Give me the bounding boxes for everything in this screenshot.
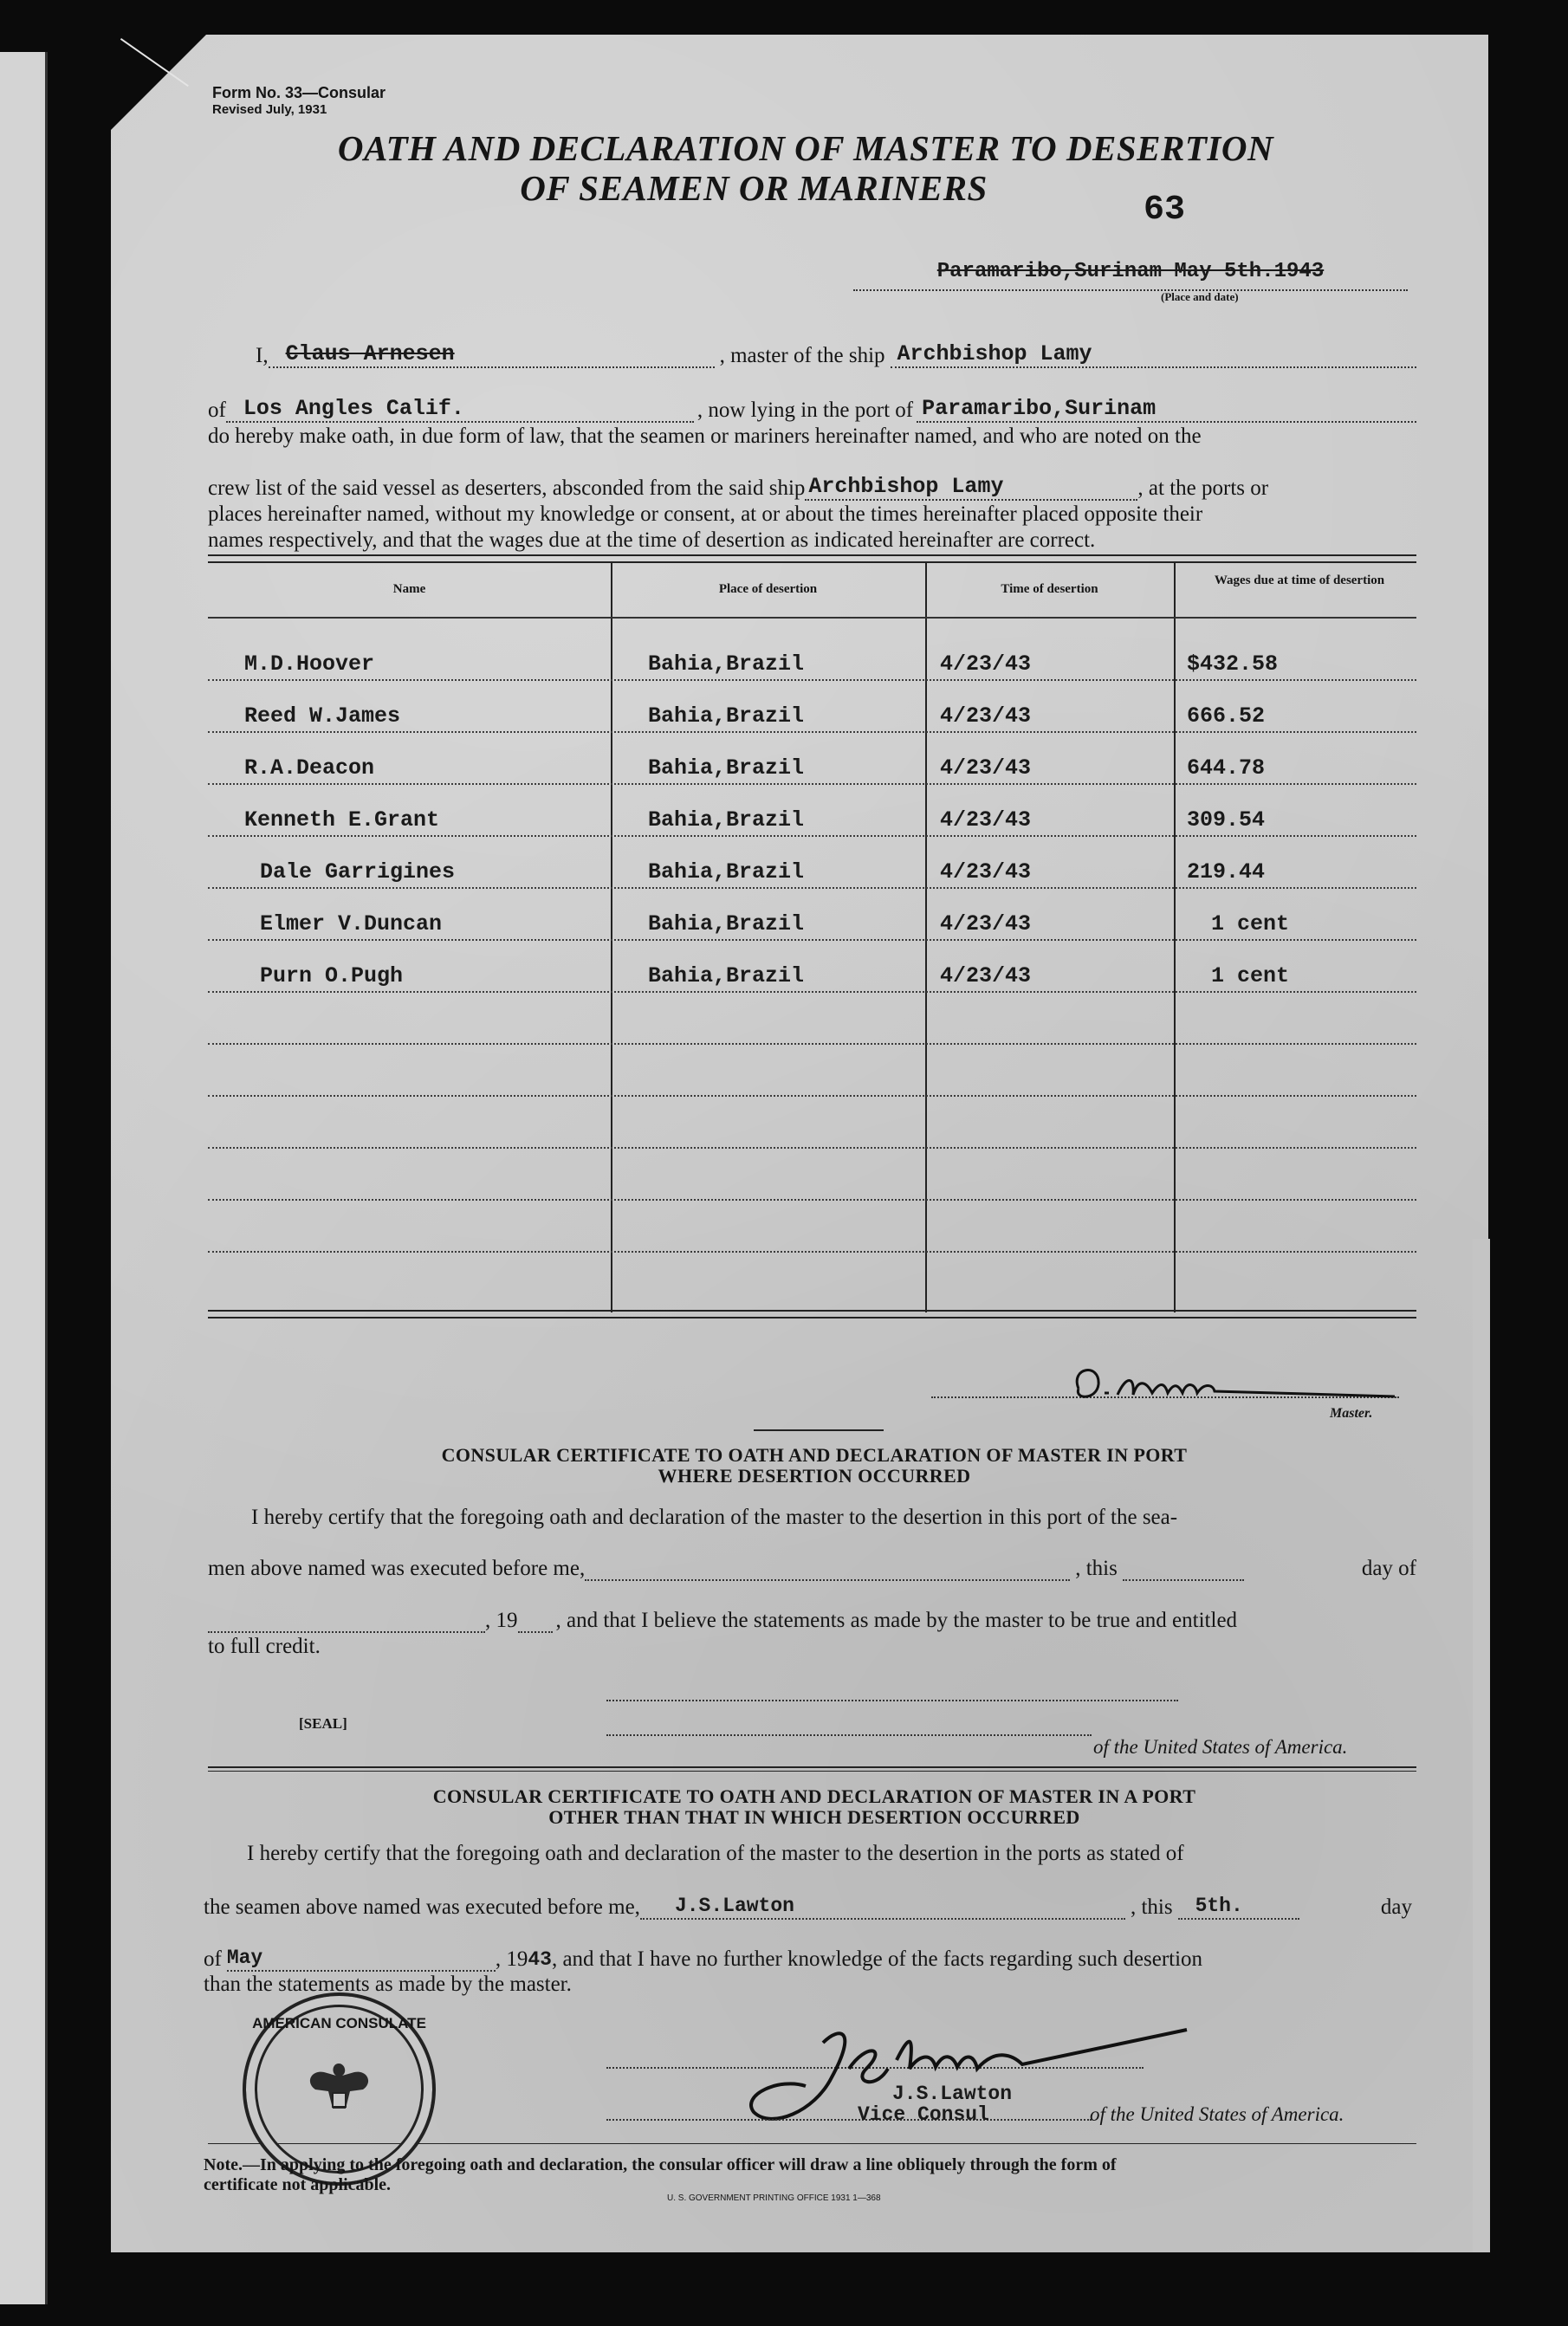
cert2-line-4: than the statements as made by the master. [204,1973,572,1996]
header-time: Time of desertion [1001,582,1098,596]
cert1-officer-field[interactable] [585,1560,1070,1581]
cert2-line-1: I hereby certify that the foregoing oath and declaration of the master to the desertion in the ports as stated of [247,1842,1184,1865]
cert2-line-3 [204,1946,1416,1972]
cell-wages: 1 cent [1211,911,1290,936]
note-line-1: Note.—In applying to the foregoing oath and declaration, the consular officer will draw a line obliquely through the form of [204,2155,1117,2174]
cell-name: Dale Garrigines [260,859,456,884]
scan-left-edge [0,52,48,2304]
crew-list-text: crew list of the said vessel as deserters, absconded from the said ship [208,476,806,500]
cell-time: 4/23/43 [940,703,1032,729]
cert2-title-line-1: CONSULAR CERTIFICATE TO OATH AND DECLARATION OF MASTER IN A PORT [432,1785,1196,1807]
table-row-rule [208,1095,1416,1097]
cert1-this-text: , this [1075,1557,1118,1580]
document-page-edge [1473,1239,1490,2252]
cert2-month-field: May [227,1946,496,1972]
cert2-usa-line [606,2119,1092,2121]
cert2-day-text: day [1380,1895,1412,1919]
cell-place: Bahia,Brazil [648,859,805,884]
table-row-rule [208,783,1416,785]
cert1-believe-text: , and that I believe the statements as made by the master to be true and entitled [555,1609,1238,1632]
section-divider-2 [208,1766,1416,1768]
table-row-rule [208,1147,1416,1149]
cell-wages: 666.52 [1187,703,1266,729]
header-name: Name [392,582,426,596]
place-and-date-field [853,260,1408,291]
cert1-year-prefix: , 19 [485,1609,518,1632]
cert1-year-field[interactable] [518,1612,553,1633]
cert2-officer-field: J.S.Lawton [640,1894,1125,1920]
cert2-of-text: of [204,1947,222,1971]
oath-line-1 [256,342,1416,368]
cell-place: Bahia,Brazil [648,807,805,833]
cert1-line-2 [208,1557,1416,1581]
cert1-signature-line [606,1700,1178,1701]
master-name-field: Claus Arnesen [269,342,715,368]
page-title [225,128,1386,208]
cell-name: Reed W.James [244,703,401,729]
cert2-day-field: 5th. [1178,1894,1299,1920]
cell-name: Elmer V.Duncan [260,911,443,936]
header-place: Place of desertion [718,582,818,596]
section-divider-2b [208,1771,1416,1772]
form-number [212,85,386,118]
of-label: of [208,398,226,422]
title-line-1: OATH AND DECLARATION OF MASTER TO DESERTION [337,128,1274,168]
cert2-year-field: 43 [528,1948,552,1971]
cell-wages: 644.78 [1187,755,1266,781]
cell-name: Purn O.Pugh [260,963,404,988]
cell-time: 4/23/43 [940,755,1032,781]
home-port-field: Los Angles Calif. [226,397,694,423]
cell-name: R.A.Deacon [244,755,375,781]
cert2-executed-text: the seamen above named was executed before me, [204,1895,640,1919]
cell-time: 4/23/43 [940,859,1032,884]
cert2-line-2 [204,1894,1412,1920]
now-lying-label: , now lying in the port of [697,398,914,422]
table-row-rule [208,679,1416,681]
seal-text: AMERICAN CONSULATE [252,2015,426,2031]
cert2-this-text: , this [1130,1895,1173,1919]
header-rule [208,617,1416,619]
cert2-year-prefix: , 19 [495,1947,528,1971]
form-number-text: Form No. 33—Consular [212,84,386,101]
cert2-typed-title: Vice Consul [858,2103,989,2126]
header-wages: Wages due at time of desertion [1214,573,1385,587]
table-row-rule [208,887,1416,889]
cert1-title [217,1445,1412,1487]
eagle-emblem-icon [298,2057,380,2126]
cell-wages: 219.44 [1187,859,1266,884]
ship-name-field: Archbishop Lamy [891,342,1416,368]
cell-place: Bahia,Brazil [648,911,805,936]
table-row-rule [208,1251,1416,1253]
table-row-rule [208,1043,1416,1045]
cert1-executed-text: men above named was executed before me, [208,1557,586,1580]
ship-name-field-2: Archbishop Lamy [805,475,1137,501]
cert1-title-line-2: WHERE DESERTION OCCURRED [658,1465,971,1487]
table-row-rule [208,939,1416,941]
place-and-date-caption: (Place and date) [1161,290,1239,303]
cert1-day-field[interactable] [1123,1560,1244,1581]
cell-name: Kenneth E.Grant [244,807,440,833]
cert1-seal-label: [SEAL] [299,1715,347,1732]
note-line-2: certificate not applicable. [204,2175,392,2194]
title-line-2: OF SEAMEN OR MARINERS [520,168,988,208]
oath-line-crew [208,475,1421,501]
form-revised-text: Revised July, 1931 [212,102,327,117]
oath-body-line-1: do hereby make oath, in due form of law, that the seamen or mariners hereinafter named, and who are noted on the [208,424,1202,448]
table-row-rule [208,731,1416,733]
cert1-month-field[interactable] [208,1612,485,1633]
table-row-rule [208,1199,1416,1201]
master-signature [1066,1358,1403,1410]
master-of-ship-label: , master of the ship [719,344,885,367]
place-and-date-value: Paramaribo,Surinam May 5th.1943 [936,260,1325,283]
cell-place: Bahia,Brazil [648,703,805,729]
cell-name: M.D.Hoover [244,651,375,677]
table-row-rule [208,835,1416,837]
cert1-line-1: I hereby certify that the foregoing oath and declaration of the master to the desertion in this port of the sea- [251,1506,1178,1529]
oath-body-line-3: places hereinafter named, without my knowledge or consent, at or about the times hereinafter placed opposite their [208,502,1203,526]
cell-place: Bahia,Brazil [648,963,805,988]
cell-time: 4/23/43 [940,651,1032,677]
cell-wages: 1 cent [1211,963,1290,988]
cert2-title [217,1786,1412,1828]
cert1-title-line-1: CONSULAR CERTIFICATE TO OATH AND DECLARATION OF MASTER IN PORT [441,1444,1188,1466]
cell-time: 4/23/43 [940,963,1032,988]
cert2-title-line-2: OTHER THAN THAT IN WHICH DESERTION OCCURRED [548,1806,1080,1828]
oath-line-2 [208,397,1416,423]
table-bottom-rule [208,1310,1416,1318]
cell-place: Bahia,Brazil [648,755,805,781]
oath-i-label: I, [256,344,269,367]
cert1-line-3 [208,1609,1416,1633]
ports-text: , at the ports or [1137,476,1269,500]
table-top-rule [208,554,1416,563]
master-label: Master. [1330,1406,1373,1421]
cell-wages: 309.54 [1187,807,1266,833]
cert1-line-4: to full credit. [208,1635,321,1658]
cert1-usa-line [606,1734,1092,1736]
cell-time: 4/23/43 [940,807,1032,833]
cert2-knowledge-text: , and that I have no further knowledge of the facts regarding such desertion [551,1947,1203,1971]
current-port-field: Paramaribo,Surinam [917,397,1416,423]
cert2-of-usa: of the United States of America. [1090,2103,1344,2125]
cell-wages: $432.58 [1187,651,1279,677]
printer-imprint: U. S. GOVERNMENT PRINTING OFFICE 1931 1—368 [667,2193,881,2203]
table-row-rule [208,991,1416,993]
cell-time: 4/23/43 [940,911,1032,936]
folded-corner [111,35,206,130]
cell-place: Bahia,Brazil [648,651,805,677]
cert1-of-usa: of the United States of America. [1093,1736,1348,1758]
section-divider-1 [754,1429,884,1431]
page-number: 63 [1144,191,1186,230]
cert1-day-of-text: day of [1361,1557,1416,1580]
cert2-typed-name: J.S.Lawton [892,2083,1013,2105]
oath-body-line-4: names respectively, and that the wages due at the time of desertion as indicated hereinafter are correct. [208,528,1096,552]
